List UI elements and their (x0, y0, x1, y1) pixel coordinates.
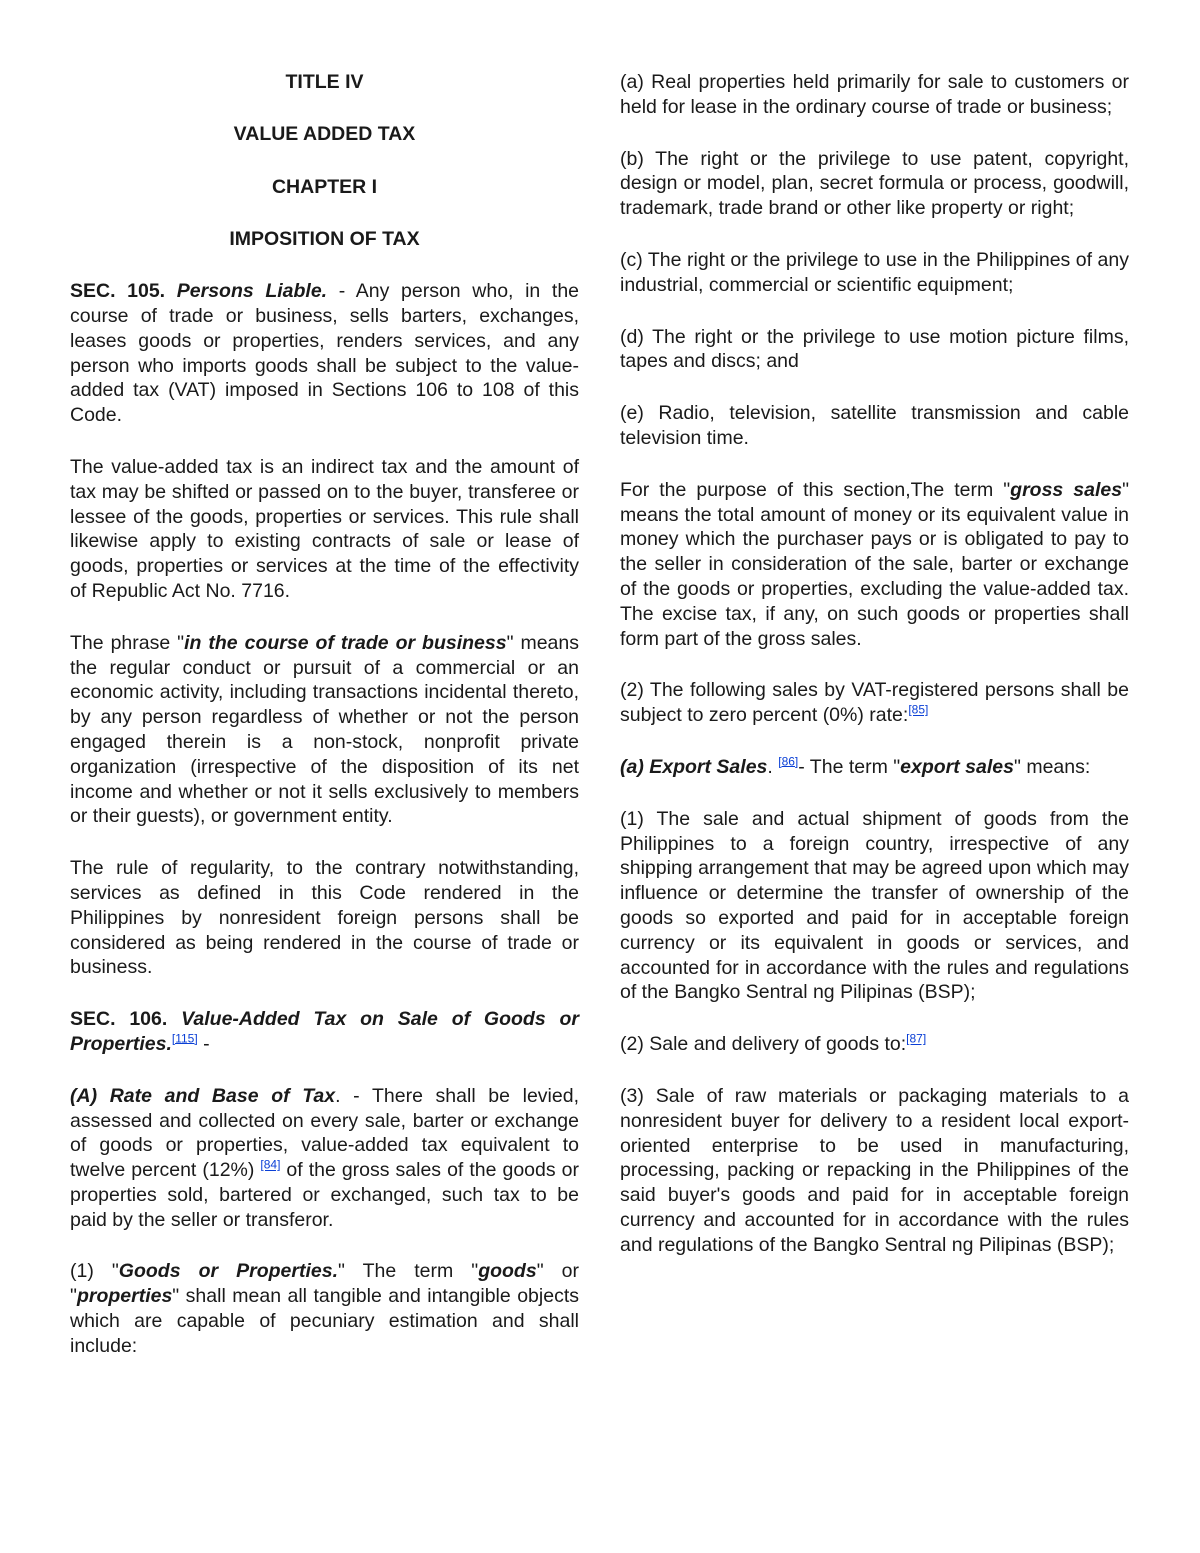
rate-base-pre: . - There shall be levied, assessed and collected on every sale, barter or exchange of goods or properties, value-added tax equivalent to twelve percent (12%) (70, 1084, 579, 1182)
sec-105-paragraph (70, 279, 579, 428)
course-of-trade-paragraph (70, 631, 579, 829)
footnote-86-link[interactable]: [86] (778, 754, 799, 769)
export-sales-heading: (a) Export Sales (620, 755, 768, 778)
goods-post: " shall mean all tangible and intangible objects which are capable of pecuniary estimation and shall include: (70, 1285, 579, 1357)
item-e-paragraph: (e) Radio, television, satellite transmission and cable television time. (620, 402, 1129, 449)
export-sales-term: export sales (900, 755, 1014, 778)
rate-base-paragraph (70, 1084, 579, 1233)
rate-base-post: of the gross sales of the goods or properties sold, bartered or exchanged, such tax to be paid by the seller or transferor. (70, 1159, 579, 1231)
phrase-term: in the course of trade or business (184, 631, 507, 654)
chapter-heading: CHAPTER I (271, 175, 378, 198)
left-column (70, 70, 579, 1386)
goods-pre: (1) " (70, 1260, 119, 1283)
sec-106-tail: - (197, 1032, 210, 1055)
footnote-86[interactable] (778, 754, 798, 768)
sec-105-number: SEC. 105. (70, 280, 166, 303)
gross-sales-term: gross sales (1010, 478, 1123, 501)
phrase-post: " means the regular conduct or pursuit of a commercial or an economic activity, including transactions incidental thereto, by any person regardless of whether or not the person engaged therein is a non-stock, nonprofit private organization (irrespective of the disposition of its net income and whether or not it sells exclusively to members or their guests), or government entity. (70, 631, 580, 828)
goods-term: goods (478, 1260, 537, 1283)
chapter-title-heading: IMPOSITION OF TAX (229, 227, 420, 250)
shipment-paragraph: (1) The sale and actual shipment of goods from the Philippines to a foreign country, irrespective of any shipping arrangement that may be agreed upon which may influence or determine the transfer of ownership of the goods so exported and paid for in acceptable foreign currency or its equivalent in goods or services, and accounted for in accordance with the rules and regulations of the Bangko Sentral ng Pilipinas (BSP); (620, 807, 1129, 1004)
footnote-84[interactable] (260, 1158, 280, 1172)
subtitle-heading: VALUE ADDED TAX (233, 123, 416, 146)
phrase-pre: The phrase " (70, 631, 185, 654)
indirect-tax-paragraph: The value-added tax is an indirect tax and the amount of tax may be shifted or passed on to the buyer, transferee or lessee of the goods, properties or services. This rule shall likewise apply to existing contracts of sale or lease of goods, properties or services at the time of the effectivity of Republic Act No. 7716. (70, 455, 579, 602)
sec-105-heading: Persons Liable. (176, 280, 328, 303)
footnote-87-link[interactable]: [87] (906, 1031, 927, 1046)
goods-heading: Goods or Properties. (118, 1260, 338, 1283)
sec-106-number: SEC. 106. (70, 1008, 168, 1031)
delivery-text: (2) Sale and delivery of goods to: (620, 1033, 907, 1056)
rate-base-heading: (A) Rate and Base of Tax (70, 1084, 336, 1107)
footnote-115[interactable] (172, 1031, 198, 1045)
export-dot: . (767, 755, 779, 778)
item-a-paragraph: (a) Real properties held primarily for sale to customers or held for lease in the ordinary course of trade or business; (620, 71, 1129, 118)
export-mid: - The term " (798, 755, 901, 778)
sec-105-text: - Any person who, in the course of trade or business, sells barters, exchanges, leases goods or properties, renders services, and any person who imports goods shall be subject to the value-added tax (VAT) imposed in Sections 106 to 108 of this Code. (70, 280, 580, 427)
delivery-paragraph (620, 1032, 1129, 1057)
export-sales-paragraph (620, 755, 1129, 780)
right-column (620, 70, 1129, 1284)
sec-106-heading: Value-Added Tax on Sale of Goods or Properties. (70, 1008, 579, 1055)
gross-sales-paragraph (620, 478, 1129, 652)
item-b-paragraph: (b) The right or the privilege to use patent, copyright, design or model, plan, secret formula or process, goodwill, trademark, trade brand or other like property or right; (620, 147, 1129, 220)
footnote-87[interactable] (906, 1032, 926, 1046)
goods-mid1: " The term " (337, 1260, 479, 1283)
goods-properties-paragraph (70, 1259, 579, 1358)
gross-pre: For the purpose of this section,The term " (620, 478, 1011, 501)
properties-term: properties (76, 1285, 173, 1308)
footnote-84-link[interactable]: [84] (260, 1157, 281, 1172)
sec-106-paragraph (70, 1007, 579, 1057)
regularity-paragraph: The rule of regularity, to the contrary notwithstanding, services as defined in this Code rendered in the Philippines by nonresident foreign persons shall be considered as being rendered in the course of trade or business. (70, 857, 579, 979)
gross-post: " means the total amount of money or its equivalent value in money which the purchaser pays or is obligated to pay to the seller in consideration of the sale, barter or exchange of the goods or properties, excluding the value-added tax. The excise tax, if any, on such goods or properties shall form part of the gross sales. (620, 478, 1129, 650)
item-c-paragraph: (c) The right or the privilege to use in the Philippines of any industrial, commercial or scientific equipment; (620, 248, 1129, 296)
footnote-85-link[interactable]: [85] (908, 702, 929, 717)
title-heading: TITLE IV (285, 71, 364, 93)
zero-rate-text: (2) The following sales by VAT-registered persons shall be subject to zero percent (0%) rate: (620, 679, 1129, 727)
export-post: " means: (1013, 755, 1091, 778)
raw-materials-paragraph: (3) Sale of raw materials or packaging materials to a nonresident buyer for delivery to a resident local export-oriented enterprise to be used in manufacturing, processing, packing or repacking in the Philippines of the said buyer's goods and paid for in acceptable foreign currency and accounted for in accordance with the rules and regulations of the Bangko Sentral ng Pilipinas (BSP); (620, 1084, 1129, 1256)
goods-mid2: " or " (70, 1260, 579, 1308)
footnote-85[interactable] (908, 703, 928, 717)
zero-rate-paragraph (620, 678, 1129, 728)
item-d-paragraph: (d) The right or the privilege to use motion picture films, tapes and discs; and (620, 325, 1129, 373)
footnote-115-link[interactable]: [115] (171, 1031, 198, 1046)
